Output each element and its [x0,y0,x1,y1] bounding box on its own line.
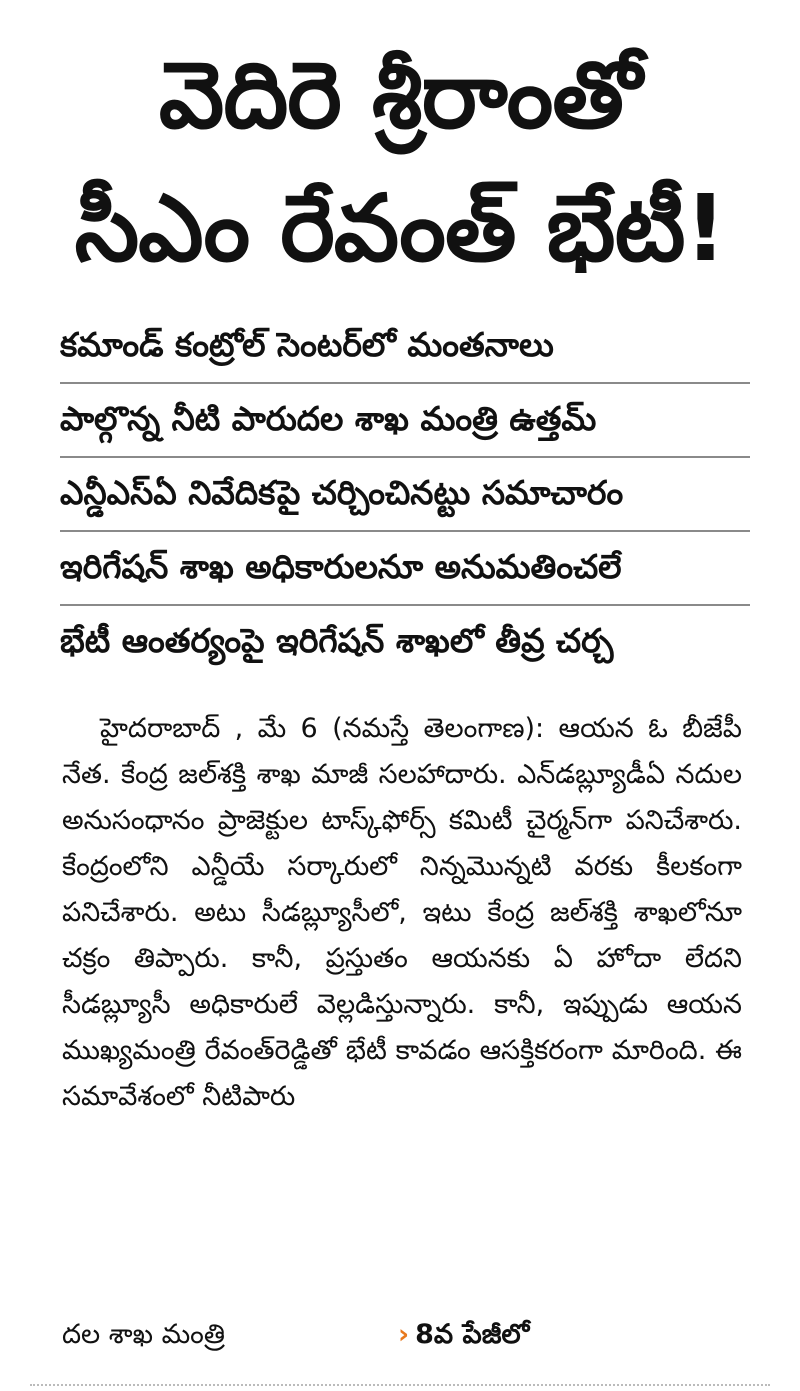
article-last-line [62,1312,742,1358]
headline-line-1: వెదిరె శ్రీరాంతో [158,42,642,149]
article-paragraph: హైదరాబాద్ , మే 6 (నమస్తే తెలంగాణ): ఆయన ఓ బీజేపీ నేత. కేంద్ర జల్‌శక్తి శాఖ మాజీ సలహాదారు. ఎన్‌డబ్ల్యూడీఏ నదుల అనుసంధానం ప్రాజెక్టుల టాస్క్‌ఫోర్స్ కమిటీ చైర్మన్‌గా పనిచేశారు. కేంద్రంలోని ఎన్డీయే సర్కారులో నిన్నమొన్నటి వరకు కీలకంగా పనిచేశారు. అటు సీడబ్ల్యూసీలో, ఇటు కేంద్ర జల్‌శక్తి శాఖలోనూ చక్రం తిప్పారు. కానీ, ప్రస్తుతం ఆయనకు ఏ హోదా లేదని సీడబ్ల్యూసీ అధికారులే వెల్లడిస్తున్నారు. కానీ, ఇప్పుడు ఆయన ముఖ్యమంత్రి రేవంత్‌రెడ్డితో భేటీ కావడం ఆసక్తికరంగా మారింది. ఈ సమావేశంలో నీటిపారు [62,713,742,1112]
continued-on-reference [398,1312,529,1358]
article-last-line-text: దల శాఖ మంత్రి [62,1319,225,1350]
bottom-divider [30,1384,770,1386]
subheading-3: ఎన్డీఎస్‌ఏ నివేదికపై చర్చించినట్టు సమాచారం [60,458,750,532]
article-body [62,706,742,1120]
continued-on-label: 8వ పేజీలో [415,1319,530,1350]
subheadings-list [60,310,750,680]
subheading-5: భేటీ ఆంతర్యంపై ఇరిగేషన్ శాఖలో తీవ్ర చర్చ [60,621,614,660]
subheading-1: కమాండ్ కంట్రోల్ సెంటర్‌లో మంతనాలు [60,310,750,384]
headline-line-2: సీఎం రేవంత్ భేటీ! [74,175,726,282]
subheading-4: ఇరిగేషన్ శాఖ అధికారులనూ అనుమతించలే [60,532,750,606]
chevron-right-icon: › [398,1319,410,1350]
subheading-2: పాల్గొన్న నీటి పారుదల శాఖ మంత్రి ఉత్తమ్ [60,384,750,458]
